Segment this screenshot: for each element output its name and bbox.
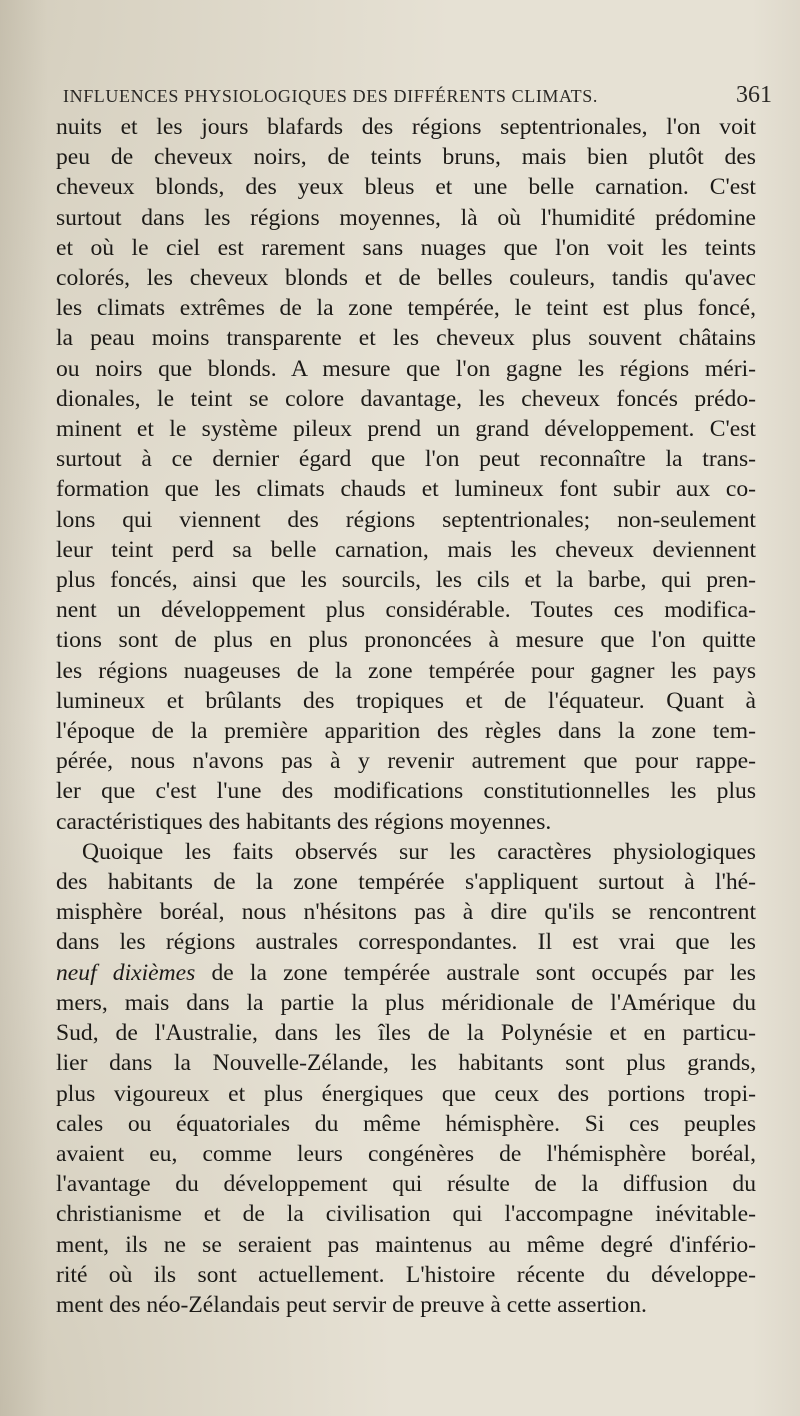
text-line: Sud, de l'Australie, dans les îles de la Polynésie et en particu- [56,1020,756,1047]
text-line: rité où ils sont actuellement. L'histoire récente du développe- [56,1261,756,1288]
text-line: surtout à ce dernier égard que l'on peut reconnaître la trans- [56,446,756,473]
text-line: Quoique les faits observés sur les caractères physiologiques [82,838,756,865]
text-line: ou noirs que blonds. A mesure que l'on gagne les régions méri- [56,355,756,382]
text-line: ment, ils ne se seraient pas maintenus au même degré d'infério- [56,1231,756,1258]
text-line: nent un développement plus considérable. Toutes ces modifica- [56,597,756,624]
text-line: minent et le système pileux prend un grand développement. C'est [56,416,756,443]
text-line: des habitants de la zone tempérée s'appliquent surtout à l'hé- [56,869,756,896]
text-line: lumineux et brûlants des tropiques et de l'équateur. Quant à [56,687,756,714]
text-line: et où le ciel est rarement sans nuages que l'on voit les teints [56,234,756,261]
text-line: surtout dans les régions moyennes, là où l'humidité prédomine [56,204,756,231]
text-line: formation que les climats chauds et lumineux font subir aux co- [56,476,756,503]
text-line: peu de cheveux noirs, de teints bruns, mais bien plutôt des [56,144,756,171]
page-number: 361 [736,82,772,108]
text-line: ler que c'est l'une des modifications constitutionnelles les plus [56,778,756,805]
paragraph-2 [56,837,756,1320]
text-line: colorés, les cheveux blonds et de belles couleurs, tandis qu'avec [56,265,756,292]
running-title: INFLUENCES PHYSIOLOGIQUES DES DIFFÉRENTS CLIMATS. [63,86,598,106]
text-line: caractéristiques des habitants des régions moyennes. [56,808,552,835]
text-line: cheveux blonds, des yeux bleus et une belle carnation. C'est [56,174,756,201]
text-line: dionales, le teint se colore davantage, les cheveux foncés prédo- [56,385,756,412]
text-line: christianisme et de la civilisation qui l'accompagne inévitable- [56,1201,756,1228]
running-head [56,82,772,110]
text-line: ment des néo-Zélandais peut servir de preuve à cette assertion. [56,1291,647,1318]
text-line: la peau moins transparente et les cheveux plus souvent châtains [56,325,756,352]
text-line: misphère boréal, nous n'hésitons pas à dire qu'ils se rencontrent [56,899,756,926]
text-line: lons qui viennent des régions septentrionales; non-seulement [56,506,756,533]
paragraph-1 [56,112,756,837]
text-line: leur teint perd sa belle carnation, mais les cheveux deviennent [56,536,756,563]
text-line: dans les régions australes correspondantes. Il est vrai que les [56,929,756,956]
text-line: lier dans la Nouvelle-Zélande, les habitants sont plus grands, [56,1050,756,1077]
italic-phrase: neuf dixièmes [56,959,196,986]
book-page [56,82,772,1320]
text-line: l'époque de la première apparition des règles dans la zone tem- [56,718,756,745]
text-line: les climats extrêmes de la zone tempérée, le teint est plus foncé, [56,295,756,322]
text-line-italic [56,958,756,988]
text-line: cales ou équatoriales du même hémisphère. Si ces peuples [56,1110,756,1137]
text-line: l'avantage du développement qui résulte de la diffusion du [56,1171,756,1198]
text-line: mers, mais dans la partie la plus méridionale de l'Amérique du [56,989,756,1016]
text-line: tions sont de plus en plus prononcées à mesure que l'on quitte [56,627,756,654]
body-text [56,112,756,1320]
text-line: pérée, nous n'avons pas à y revenir autrement que pour rappe- [56,748,756,775]
text-line: les régions nuageuses de la zone tempérée pour gagner les pays [56,657,756,684]
text-line: plus vigoureux et plus énergiques que ceux des portions tropi- [56,1080,756,1107]
text-line: plus foncés, ainsi que les sourcils, les cils et la barbe, qui pren- [56,567,756,594]
text-fragment: de la zone tempérée australe sont occupés par les [195,959,756,986]
text-line: nuits et les jours blafards des régions septentrionales, l'on voit [56,114,756,140]
text-line: avaient eu, comme leurs congénères de l'hémisphère boréal, [56,1140,756,1167]
